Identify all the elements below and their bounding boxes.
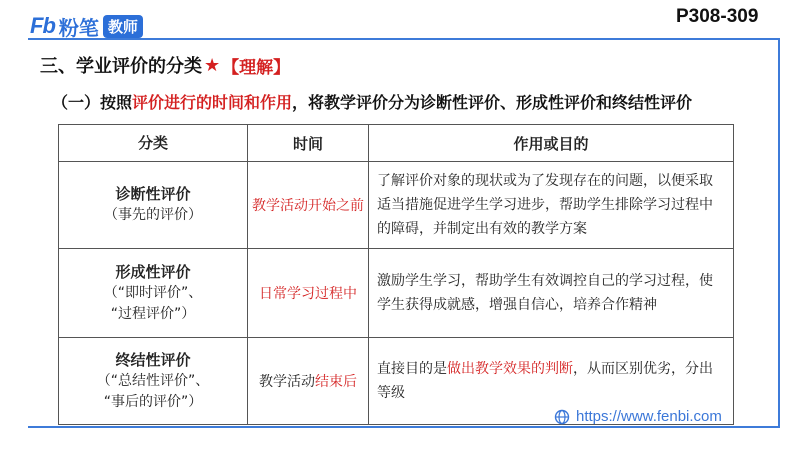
category-cell: [59, 162, 248, 249]
footer-url[interactable]: [554, 408, 722, 425]
category-name: 形成性评价: [115, 262, 191, 281]
logo-text: 粉笔: [58, 15, 99, 40]
frame-right-line: [778, 38, 780, 428]
category-cell: [59, 338, 248, 425]
time-highlight: 结束后: [315, 374, 357, 390]
purpose-text: 激励学生学习，帮助学生有效调控自己的学习过程，使学生获得成就感，增强自信心，培养合作精神: [377, 273, 713, 313]
evaluation-table: [58, 124, 734, 425]
purpose-text: 了解评价对象的现状或为了发现存在的问题，以便采取适当措施促进学生学习进步，帮助学生排除学习过程中的障碍，并制定出有效的教学方案: [377, 173, 713, 237]
category-name: 诊断性评价: [115, 185, 191, 203]
purpose-highlight: 做出教学效果的判断: [447, 361, 573, 377]
category-alias: （“总结性评价”、: [96, 372, 210, 389]
logo-mark: Fb: [30, 13, 55, 38]
time-highlight: 教学活动开始之前: [252, 198, 364, 214]
header-category: 分类: [59, 125, 248, 162]
time-cell: [248, 162, 369, 249]
header-purpose: 作用或目的: [369, 125, 734, 162]
category-alias: （事先的评价）: [104, 207, 202, 223]
category-cell: [59, 249, 248, 338]
section-title: [40, 52, 290, 78]
star-icon: ★: [204, 54, 221, 76]
purpose-text-end: ，从而区别优劣，分出等级: [377, 361, 713, 401]
frame-bottom-line: [28, 426, 780, 428]
table-row: [59, 249, 734, 338]
section-title-text: 三、学业评价的分类: [40, 56, 202, 77]
purpose-cell: [369, 249, 734, 338]
table-header-row: [59, 125, 734, 162]
category-alias: （“即时评价”、: [103, 284, 203, 301]
fenbi-logo: [30, 12, 143, 40]
section-note: 【理解】: [222, 57, 291, 78]
subtitle-prefix: （一）按照: [52, 93, 133, 112]
time-cell: [248, 249, 369, 338]
subtitle-suffix: ，将教学评价分为诊断性评价、形成性评价和终结性评价: [292, 93, 693, 112]
purpose-text: 直接目的是: [377, 361, 447, 377]
time-text: 教学活动: [259, 374, 315, 390]
footer-url-text[interactable]: https://www.fenbi.com: [576, 408, 722, 425]
category-alias: “过程评价”）: [110, 305, 196, 322]
time-highlight: 日常学习过程中: [259, 286, 357, 302]
time-cell: [248, 338, 369, 425]
category-name: 终结性评价: [115, 350, 191, 369]
globe-icon: [554, 409, 570, 425]
header-time: 时间: [248, 125, 369, 162]
subtitle-highlight: 评价进行的时间和作用: [132, 93, 293, 112]
purpose-cell: [369, 162, 734, 249]
page-ref: P308-309: [676, 6, 759, 27]
logo-tag: 教师: [103, 15, 143, 38]
subtitle: [52, 90, 692, 113]
table-row: [59, 162, 734, 249]
category-alias: “事后的评价”）: [103, 393, 203, 410]
